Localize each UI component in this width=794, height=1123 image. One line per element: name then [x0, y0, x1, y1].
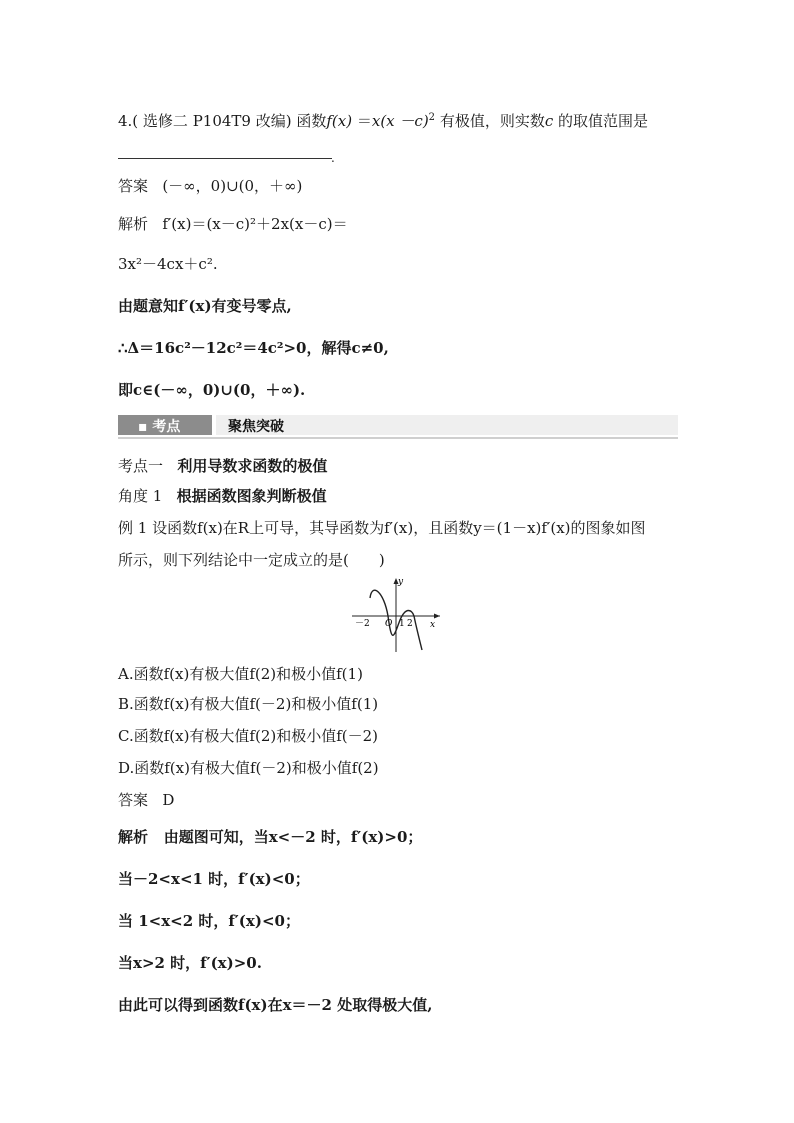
problem-4-variable: c [544, 112, 554, 130]
origin-label: O [385, 619, 393, 629]
kaodian-heading [118, 456, 327, 476]
section-tag: ▪ 考点 [138, 419, 181, 435]
tick-label-2: 2 [407, 619, 413, 629]
section-divider [118, 437, 678, 439]
example-line-2: 所示，则下列结论中一定成立的是( ) [118, 551, 385, 569]
problem-4-stem [118, 108, 648, 131]
analysis-1-text-1: f′(x)＝(x－c)²＋2x(x－c)＝ [162, 215, 348, 233]
option-c: C.函数f(x)有极大值f(2)和极小值f(－2) [118, 727, 379, 745]
analysis-1-label: 解析 [118, 215, 149, 233]
section-title: 聚焦突破 [228, 419, 284, 435]
problem-4-function: f(x) [326, 112, 353, 130]
answer-1-value: (－∞，0)∪(0，＋∞) [162, 177, 303, 195]
option-a: A.函数f(x)有极大值f(2)和极小值f(1) [118, 665, 363, 683]
analysis-1-line-1 [118, 214, 348, 234]
problem-4-suffix: 的取值范围是 [553, 112, 649, 130]
tick-label-neg2: －2 [355, 619, 370, 629]
analysis-1-line-3: 由题意知f′(x)有变号零点, [118, 297, 292, 315]
analysis-1-line-2: 3x²－4cx＋c². [118, 255, 218, 273]
analysis-2-line-5: 由此可以得到函数f(x)在x＝－2 处取得极大值, [118, 996, 433, 1014]
analysis-2-line-4: 当x>2 时，f′(x)>0. [118, 954, 262, 972]
jiaodu-heading [118, 486, 327, 506]
blank-period: . [331, 151, 335, 165]
analysis-2-line-1 [118, 827, 422, 847]
problem-4-expression: x(x －c) [371, 112, 429, 130]
answer-2-value: D [162, 791, 175, 809]
jiaodu-title: 根据函数图象判断极值 [176, 487, 327, 505]
kaodian-title: 利用导数求函数的极值 [177, 457, 328, 475]
problem-4-exponent: 2 [428, 112, 436, 123]
analysis-2-text-1: 由题图可知，当x<－2 时，f′(x)>0； [163, 828, 423, 846]
analysis-2-line-2: 当－2<x<1 时，f′(x)<0； [118, 870, 310, 888]
section-tag-box [118, 415, 212, 435]
analysis-2-label: 解析 [118, 828, 149, 846]
tick-label-1: 1 [399, 619, 405, 629]
analysis-2-line-3: 当 1<x<2 时，f′(x)<0； [118, 912, 300, 930]
answer-2 [118, 790, 174, 810]
problem-4-equals: ＝ [352, 112, 372, 130]
answer-1 [118, 176, 302, 196]
answer-2-label: 答案 [118, 791, 149, 809]
x-axis-arrow [434, 614, 440, 619]
answer-1-label: 答案 [118, 177, 149, 195]
answer-blank-line [118, 158, 332, 159]
option-b: B.函数f(x)有极大值f(－2)和极小值f(1) [118, 695, 379, 713]
kaodian-label: 考点一 [118, 457, 164, 475]
section-header-bar [118, 415, 678, 439]
analysis-1-line-4: ∴Δ＝16c²－12c²＝4c²>0，解得c≠0, [118, 339, 389, 357]
function-graph [352, 576, 442, 654]
analysis-1-line-5: 即c∈(－∞，0)∪(0，＋∞). [118, 381, 306, 399]
y-axis-label: y [398, 577, 404, 587]
jiaodu-label: 角度 1 [118, 487, 163, 505]
section-title-box [216, 415, 678, 435]
x-axis-label: x [430, 620, 436, 630]
problem-4-prefix: 4.( 选修二 P104T9 改编) 函数 [118, 112, 327, 130]
option-d: D.函数f(x)有极大值f(－2)和极小值f(2) [118, 759, 379, 777]
example-line-1: 例 1 设函数f(x)在R上可导，其导函数为f′(x)，且函数y＝(1－x)f′(x)的图象如图 [118, 519, 646, 537]
problem-4-middle: 有极值，则实数 [435, 112, 545, 130]
